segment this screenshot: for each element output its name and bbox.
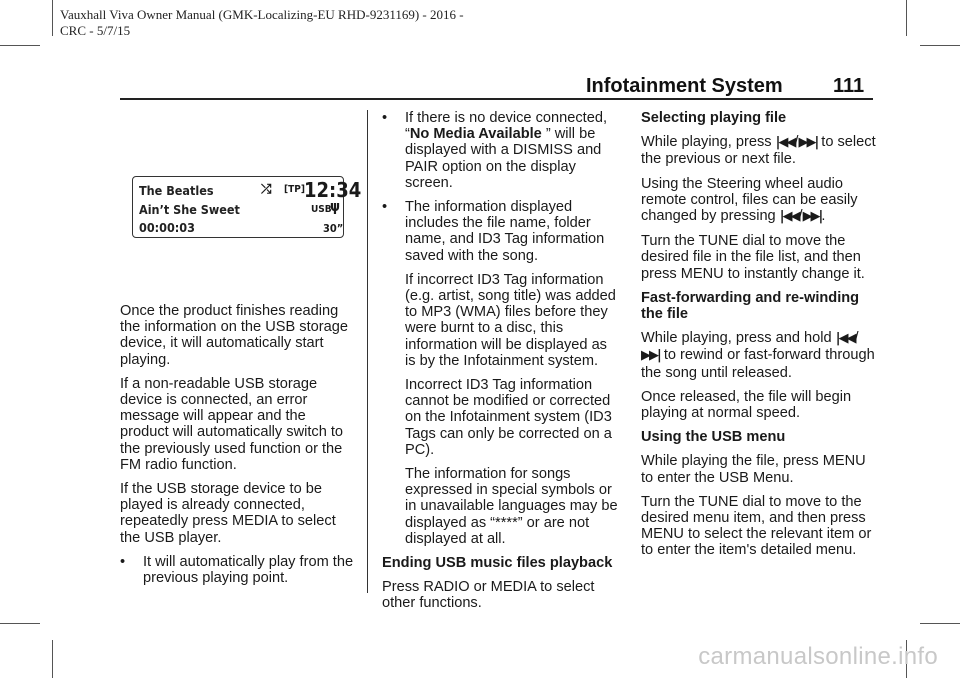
bullet-text: If there is no device connected, “ bbox=[405, 110, 608, 143]
crop-mark bbox=[52, 640, 53, 678]
crop-mark bbox=[920, 45, 960, 46]
usb-icon: ψ bbox=[330, 199, 341, 215]
bullet-icon: • bbox=[382, 199, 388, 216]
column-3 bbox=[641, 110, 877, 567]
subheading: Fast-forwarding and re-winding the file bbox=[641, 289, 860, 323]
previous-track-icon: |◀◀ bbox=[775, 135, 795, 151]
crop-mark bbox=[0, 45, 40, 46]
paragraph-text: to select the previous or next file. bbox=[641, 134, 876, 168]
indented-paragraph: The information for songs expressed in special symbols or in unavailable languages may be displayed as “****” or are not displayed at all. bbox=[405, 466, 618, 547]
bullet-text-bold: No Media Available bbox=[409, 126, 542, 143]
column-divider bbox=[367, 110, 368, 593]
indented-paragraph: Incorrect ID3 Tag information cannot be modified or corrected on the Infotainment system (ID3 Tags can only be corrected on a PC). bbox=[405, 377, 612, 458]
bullet-item bbox=[120, 554, 355, 586]
crop-mark bbox=[0, 623, 40, 624]
display-level: 30” bbox=[323, 222, 344, 235]
paragraph-text: Using the Steering wheel audio remote control, files can be easily changed by pressing bbox=[641, 175, 858, 225]
paragraph: Using the Steering wheel audio remote control, files can be easily changed by pressing |◀◀/▶▶|. bbox=[641, 175, 858, 225]
bullet-item bbox=[382, 110, 618, 191]
bullet-text: The information displayed includes the file name, folder name, and ID3 Tag information saved with the song. bbox=[405, 199, 605, 264]
indented-paragraph: If incorrect ID3 Tag information (e.g. artist, song title) was added to MP3 (WMA) files before they were burnt to a disc, this information will be displayed as is by the Infotainment system. bbox=[405, 271, 616, 369]
page-number: 111 bbox=[833, 75, 865, 97]
subheading: Ending USB music files playback bbox=[382, 555, 613, 572]
paragraph-text: While playing, press bbox=[641, 134, 772, 151]
infotainment-display-illustration bbox=[132, 176, 362, 238]
paragraph: If a non-readable USB storage device is connected, an error message will appear and the product will automatically switch to the previously used function or the FM radio function. bbox=[120, 375, 344, 473]
column-2 bbox=[382, 110, 618, 620]
bullet-icon: • bbox=[382, 110, 388, 126]
paragraph: While playing, press |◀◀/▶▶| to select the previous or next file. bbox=[641, 134, 876, 168]
bullet-text: ” will be displayed with a DISMISS and PAIR option on the display screen. bbox=[405, 126, 602, 191]
meta-line-1: Vauxhall Viva Owner Manual (GMK-Localizing-EU RHD-9231169) - 2016 - bbox=[60, 7, 464, 22]
display-elapsed-time: 00:00:03 bbox=[139, 220, 195, 235]
display-source: USB bbox=[311, 204, 332, 215]
bullet-text: It will automatically play from the previous playing point. bbox=[143, 553, 354, 587]
paragraph: While playing, press and hold |◀◀/▶▶| to rewind or fast-forward through the song until released. bbox=[641, 330, 875, 381]
crop-mark bbox=[920, 623, 960, 624]
previous-track-icon: |◀◀ bbox=[835, 331, 855, 347]
section-title: Infotainment System bbox=[586, 75, 783, 97]
shuffle-icon: ⤮ bbox=[261, 182, 272, 197]
crop-mark bbox=[906, 0, 907, 36]
paragraph: Press RADIO or MEDIA to select other functions. bbox=[382, 579, 595, 612]
subheading: Using the USB menu bbox=[641, 429, 786, 446]
crop-mark bbox=[52, 0, 53, 36]
paragraph-text: While playing, press and hold bbox=[641, 330, 832, 347]
previous-track-icon: |◀◀ bbox=[779, 209, 799, 225]
paragraph: Once released, the file will begin playing at normal speed. bbox=[641, 388, 852, 422]
paragraph: Once the product finishes reading the information on the USB storage device, it will automatically start playing. bbox=[120, 303, 348, 368]
paragraph-text: to rewind or fast-forward through the song until released. bbox=[641, 347, 875, 381]
meta-line-2: CRC - 5/7/15 bbox=[60, 23, 131, 38]
paragraph: If the USB storage device to be played is already connected, repeatedly press MEDIA to select the USB player. bbox=[120, 481, 336, 546]
display-tp-indicator: [TP] bbox=[284, 184, 305, 195]
document-meta bbox=[60, 7, 464, 39]
bullet-icon: • bbox=[120, 553, 126, 570]
paragraph-text: . bbox=[821, 208, 826, 225]
next-track-icon: ▶▶| bbox=[798, 135, 818, 151]
display-artist: The Beatles bbox=[139, 183, 214, 198]
watermark: carmanualsonline.info bbox=[698, 643, 938, 670]
display-clock: 12:34 bbox=[304, 178, 362, 202]
paragraph: Turn the TUNE dial to move the desired file in the file list, and then press MENU to instantly change it. bbox=[641, 233, 865, 282]
column-1 bbox=[120, 303, 355, 594]
paragraph: While playing the file, press MENU to enter the USB Menu. bbox=[641, 453, 866, 486]
next-track-icon: ▶▶| bbox=[641, 348, 660, 364]
subheading: Selecting playing file bbox=[641, 110, 787, 126]
display-song-title: Ain’t She Sweet bbox=[139, 202, 240, 217]
header-rule bbox=[120, 98, 873, 100]
paragraph: Turn the TUNE dial to move to the desired menu item, and then press MENU to select the relevant item or to enter the item's detailed menu. bbox=[641, 493, 872, 559]
next-track-icon: ▶▶| bbox=[802, 209, 822, 225]
bullet-item bbox=[382, 199, 618, 264]
